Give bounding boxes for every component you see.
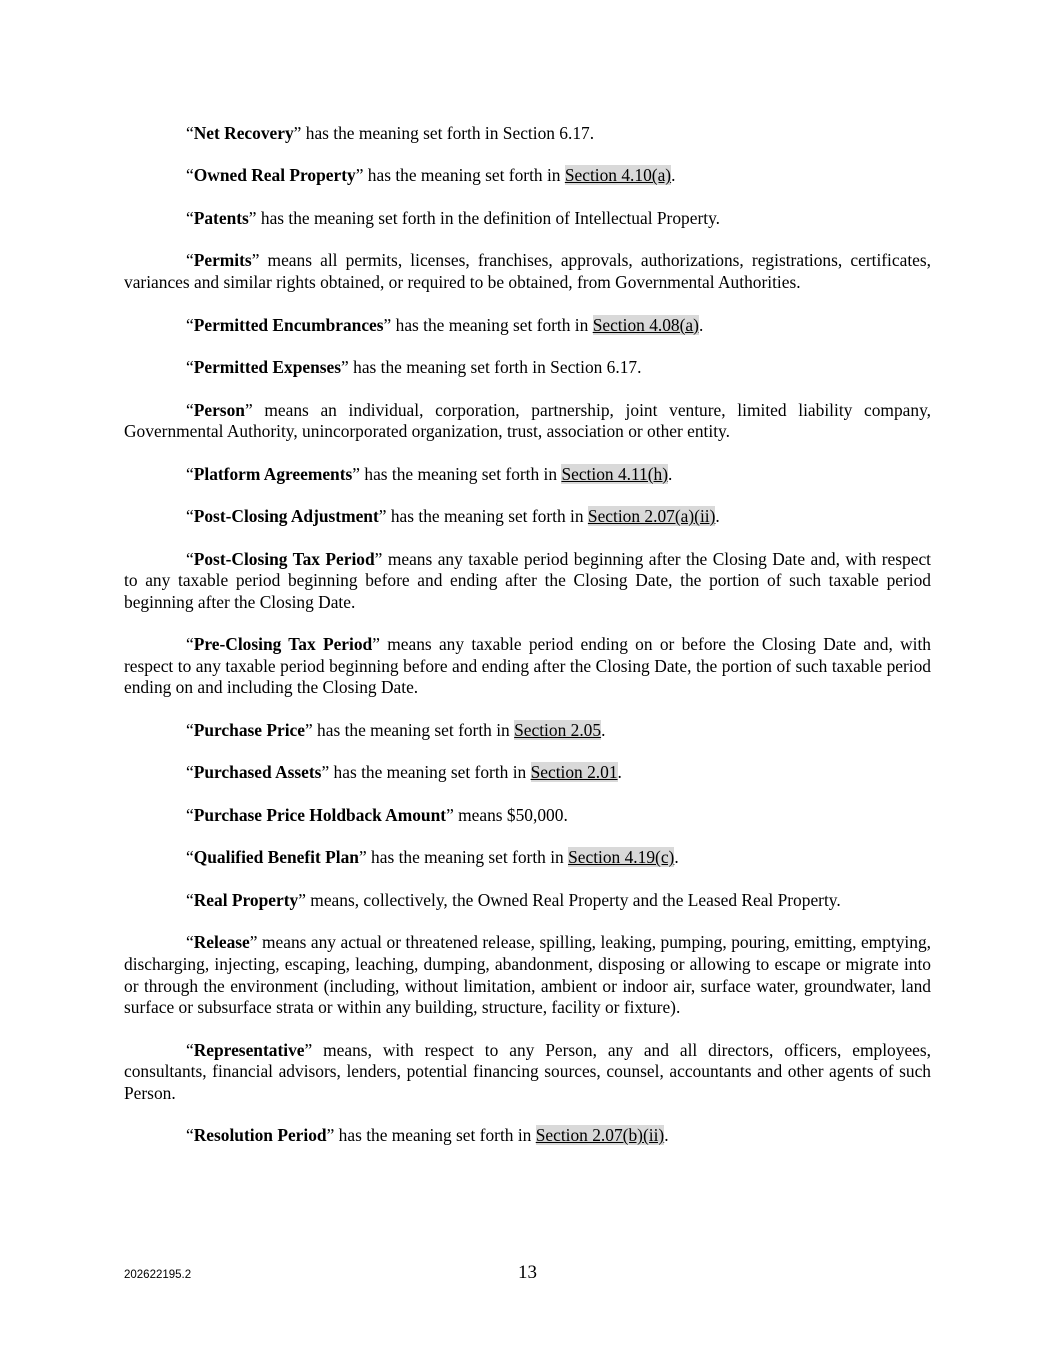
section-cross-reference[interactable]: Section 4.11(h) bbox=[561, 463, 669, 484]
definition-resolution-period: “Resolution Period” has the meaning set forth in Section 2.07(b)(ii). bbox=[186, 1125, 669, 1146]
definition-post-closing-adjustment: “Post-Closing Adjustment” has the meaning set forth in Section 2.07(a)(ii). bbox=[186, 506, 720, 527]
defined-term: Platform Agreements bbox=[193, 463, 353, 484]
definition-purchase-price-holdback-amount: “Purchase Price Holdback Amount” means $50,000. bbox=[186, 804, 568, 825]
definition-text: has the meaning set forth in bbox=[334, 1125, 536, 1146]
definition-purchased-assets: “Purchased Assets” has the meaning set forth in Section 2.01. bbox=[186, 762, 622, 783]
defined-term: Real Property bbox=[193, 889, 299, 910]
defined-term: Representative bbox=[193, 1039, 305, 1060]
defined-term: Post-Closing Tax Period bbox=[193, 548, 375, 569]
definition-text: has the meaning set forth in bbox=[391, 314, 593, 335]
section-cross-reference[interactable]: Section 2.05 bbox=[514, 719, 602, 740]
definition-text: means any actual or threatened release, spilling, leaking, pumping, pouring, emitting, emptying, discharging, injecting, escaping, leaching, dumping, abandonment, disposing or allowing to escape or migrate into or through the environment (including, without limitation, ambient or indoor air, surface water, groundwater, land surface or subsurface strata or within any building, structure, facility or fixture). bbox=[124, 932, 931, 1018]
section-cross-reference[interactable]: Section 4.08(a) bbox=[592, 314, 699, 335]
definition-text: has the meaning set forth in bbox=[360, 463, 562, 484]
definition-purchase-price: “Purchase Price” has the meaning set forth in Section 2.05. bbox=[186, 719, 606, 740]
definition-text: has the meaning set forth in bbox=[312, 719, 515, 740]
defined-term: Patents bbox=[193, 207, 249, 228]
definition-text: means any taxable period beginning after the Closing Date and, with respect to any taxable period beginning before and ending after the Closing Date, the portion of such taxable period beginning after the Closing Date. bbox=[124, 548, 931, 612]
definition-text: means, with respect to any Person, any and all directors, officers, employees, consultants, financial advisors, lenders, potential financing sources, counsel, accountants and other agents of such Person. bbox=[124, 1039, 931, 1103]
defined-term: Purchase Price bbox=[193, 719, 305, 740]
section-cross-reference[interactable]: Section 4.19(c) bbox=[568, 847, 675, 868]
defined-term: Qualified Benefit Plan bbox=[193, 847, 359, 868]
definition-permitted-encumbrances: “Permitted Encumbrances” has the meaning set forth in Section 4.08(a). bbox=[186, 314, 704, 335]
section-cross-reference[interactable]: Section 2.07(b)(ii) bbox=[535, 1125, 665, 1146]
definition-permitted-expenses: “Permitted Expenses” has the meaning set forth in Section 6.17. bbox=[186, 357, 642, 378]
definition-text: has the meaning set forth in bbox=[366, 847, 569, 868]
document-id: 202622195.2 bbox=[124, 1269, 192, 1281]
definition-post-closing-tax-period: “Post-Closing Tax Period” means any taxable period beginning after the Closing Date and, with respect to any taxable period beginning before and ending after the Closing Date, the portion of such taxable period beginning after the Closing Date. bbox=[124, 548, 931, 612]
definition-text: has the meaning set forth in the definition of Intellectual Property. bbox=[256, 207, 720, 228]
defined-term: Permitted Expenses bbox=[193, 357, 342, 378]
definition-text: means any taxable period ending on or before the Closing Date and, with respect to any taxable period beginning before and ending after the Closing Date, the portion of such taxable period ending on and including the Closing Date. bbox=[124, 634, 931, 698]
defined-term: Person bbox=[193, 399, 245, 420]
definition-text: means, collectively, the Owned Real Property and the Leased Real Property. bbox=[305, 889, 841, 910]
defined-term: Purchased Assets bbox=[193, 762, 322, 783]
definition-pre-closing-tax-period: “Pre-Closing Tax Period” means any taxable period ending on or before the Closing Date and, with respect to any taxable period beginning before and ending after the Closing Date, the portion of such taxable period ending on and including the Closing Date. bbox=[124, 634, 931, 698]
definition-owned-real-property: “Owned Real Property” has the meaning set forth in Section 4.10(a). bbox=[186, 165, 676, 186]
defined-term: Net Recovery bbox=[193, 123, 294, 143]
definition-text: has the meaning set forth in bbox=[363, 165, 565, 186]
definition-net-recovery: “Net Recovery” has the meaning set forth in Section 6.17. bbox=[186, 123, 595, 143]
definition-text: has the meaning set forth in Section 6.17. bbox=[348, 357, 642, 378]
definition-text: has the meaning set forth in bbox=[329, 762, 531, 783]
definition-permits: “Permits” means all permits, licenses, franchises, approvals, authorizations, registrations, certificates, variances and similar rights obtained, or required to be obtained, from Governmental Authorities. bbox=[124, 250, 931, 293]
definition-release: “Release” means any actual or threatened release, spilling, leaking, pumping, pouring, emitting, emptying, discharging, injecting, escaping, leaching, dumping, abandonment, disposing or allowing to escape or migrate into or through the environment (including, without limitation, ambient or indoor air, surface water, groundwater, land surface or subsurface strata or within any building, structure, facility or fixture). bbox=[124, 932, 931, 1018]
defined-term: Post-Closing Adjustment bbox=[193, 506, 379, 527]
definition-person: “Person” means an individual, corporation, partnership, joint venture, limited liability company, Governmental Authority, unincorporated organization, trust, association or other entity. bbox=[124, 399, 931, 442]
definition-patents: “Patents” has the meaning set forth in the definition of Intellectual Property. bbox=[186, 207, 720, 228]
defined-term: Resolution Period bbox=[193, 1125, 327, 1146]
section-cross-reference[interactable]: Section 2.07(a)(ii) bbox=[587, 506, 716, 527]
defined-term: Release bbox=[193, 932, 250, 953]
definition-text: means an individual, corporation, partnership, joint venture, limited liability company, Governmental Authority, unincorporated organization, trust, association or other entity. bbox=[124, 399, 931, 442]
definition-real-property: “Real Property” means, collectively, the Owned Real Property and the Leased Real Property. bbox=[186, 889, 841, 910]
defined-term: Permits bbox=[193, 250, 252, 271]
definition-text: means all permits, licenses, franchises, approvals, authorizations, registrations, certificates, variances and similar rights obtained, or required to be obtained, from Governmental Authorities. bbox=[124, 250, 931, 293]
defined-term: Owned Real Property bbox=[193, 165, 356, 186]
definition-text: means $50,000. bbox=[453, 804, 568, 825]
page-number: 13 bbox=[518, 1262, 537, 1283]
section-cross-reference[interactable]: Section 2.01 bbox=[530, 762, 618, 783]
defined-term: Purchase Price Holdback Amount bbox=[193, 804, 447, 825]
definition-qualified-benefit-plan: “Qualified Benefit Plan” has the meaning set forth in Section 4.19(c). bbox=[186, 847, 679, 868]
defined-term: Permitted Encumbrances bbox=[193, 314, 384, 335]
definition-representative: “Representative” means, with respect to any Person, any and all directors, officers, employees, consultants, financial advisors, lenders, potential financing sources, counsel, accountants and other agents of such Person. bbox=[124, 1039, 931, 1103]
definition-platform-agreements: “Platform Agreements” has the meaning set forth in Section 4.11(h). bbox=[186, 463, 673, 484]
definition-text: has the meaning set forth in Section 6.17. bbox=[301, 123, 595, 143]
definition-text: has the meaning set forth in bbox=[386, 506, 588, 527]
definitions-list bbox=[124, 123, 931, 1168]
defined-term: Pre-Closing Tax Period bbox=[193, 634, 373, 655]
section-cross-reference[interactable]: Section 4.10(a) bbox=[564, 165, 672, 186]
